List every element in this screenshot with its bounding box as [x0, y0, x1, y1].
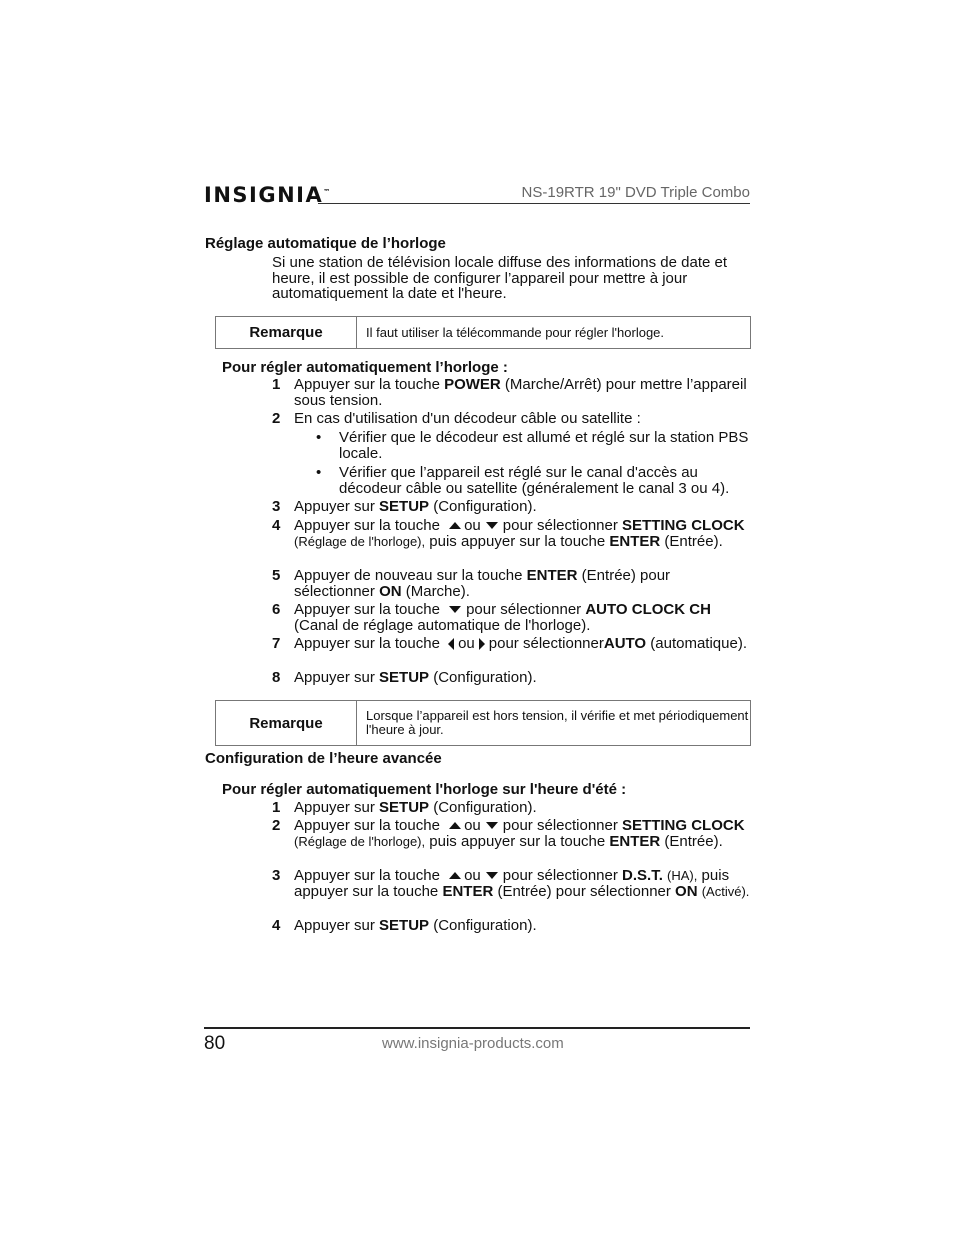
step-number: 2 [272, 410, 281, 427]
step-text: Appuyer sur la touche ou pour sélectionner SETTING CLOCK (Réglage de l'horloge), puis appuyer sur la touche ENTER (Entrée). [294, 817, 745, 850]
down-arrow-icon [486, 872, 498, 879]
up-arrow-icon [449, 872, 461, 879]
step-number: 5 [272, 567, 281, 584]
step-text: Appuyer sur SETUP (Configuration). [294, 917, 537, 934]
step-number: 3 [272, 498, 281, 515]
step-text: Appuyer sur la touche ou pour sélectionner SETTING CLOCK (Réglage de l'horloge), puis appuyer sur la touche ENTER (Entrée). [294, 517, 745, 550]
header-rule [318, 203, 750, 204]
step-number: 1 [272, 799, 281, 816]
step-text: Appuyer sur la touche pour sélectionner AUTO CLOCK CH (Canal de réglage automatique de l'horloge). [294, 601, 711, 634]
step-number: 6 [272, 601, 281, 618]
step-number: 1 [272, 376, 281, 393]
footer-url: www.insignia-products.com [382, 1035, 564, 1052]
step-number: 4 [272, 517, 281, 534]
footer-rule [204, 1027, 750, 1029]
step-number: 4 [272, 917, 281, 934]
right-arrow-icon [479, 638, 485, 650]
step-text: Appuyer de nouveau sur la touche ENTER (Entrée) pour sélectionner ON (Marche). [294, 567, 671, 600]
step-text: Appuyer sur la touche ou pour sélectionner D.S.T. (HA), puis appuyer sur la touche ENTER (Entrée) pour sélectionner ON (Activé). [294, 867, 750, 900]
note-label: Remarque [216, 317, 357, 348]
step-text: Appuyer sur SETUP (Configuration). [294, 799, 537, 816]
step-number: 3 [272, 867, 281, 884]
procedure-heading-dst: Pour régler automatiquement l'horloge sur l'heure d'été : [222, 781, 627, 798]
down-arrow-icon [449, 606, 461, 613]
intro-paragraph: Si une station de télévision locale diffuse des informations de date et heure, il est possible de configurer l’appareil pour mettre à jour automatiquement la date et l'heure. [272, 254, 728, 302]
step-text: En cas d'utilisation d'un décodeur câble ou satellite : [294, 410, 641, 427]
step-number: 8 [272, 669, 281, 686]
doc-title: NS-19RTR 19" DVD Triple Combo [521, 184, 750, 201]
note-text: Lorsque l’appareil est hors tension, il vérifie et met périodiquement l'heure à jour. [366, 708, 749, 737]
down-arrow-icon [486, 822, 498, 829]
note-text: Il faut utiliser la télécommande pour régler l'horloge. [366, 324, 665, 340]
down-arrow-icon [486, 522, 498, 529]
left-arrow-icon [448, 638, 454, 650]
step-text: Appuyer sur SETUP (Configuration). [294, 669, 537, 686]
step-number: 7 [272, 635, 281, 652]
section-heading-auto-clock: Réglage automatique de l’horloge [205, 235, 446, 252]
up-arrow-icon [449, 822, 461, 829]
step-text: Appuyer sur la touche ou pour sélectionnerAUTO (automatique). [294, 635, 747, 652]
step-number: 2 [272, 817, 281, 834]
insignia-logo: INSIGNIA™ [204, 183, 331, 207]
note-box [215, 316, 751, 349]
page-number: 80 [204, 1033, 226, 1054]
step-text: Appuyer sur la touche POWER (Marche/Arrêt) pour mettre l’appareil sous tension. [294, 376, 747, 409]
step-text: Appuyer sur SETUP (Configuration). [294, 498, 537, 515]
note-box [215, 700, 751, 746]
procedure-heading-auto-clock: Pour régler automatiquement l’horloge : [222, 359, 508, 376]
up-arrow-icon [449, 522, 461, 529]
section-heading-dst: Configuration de l’heure avancée [205, 750, 442, 767]
note-label: Remarque [216, 701, 357, 745]
